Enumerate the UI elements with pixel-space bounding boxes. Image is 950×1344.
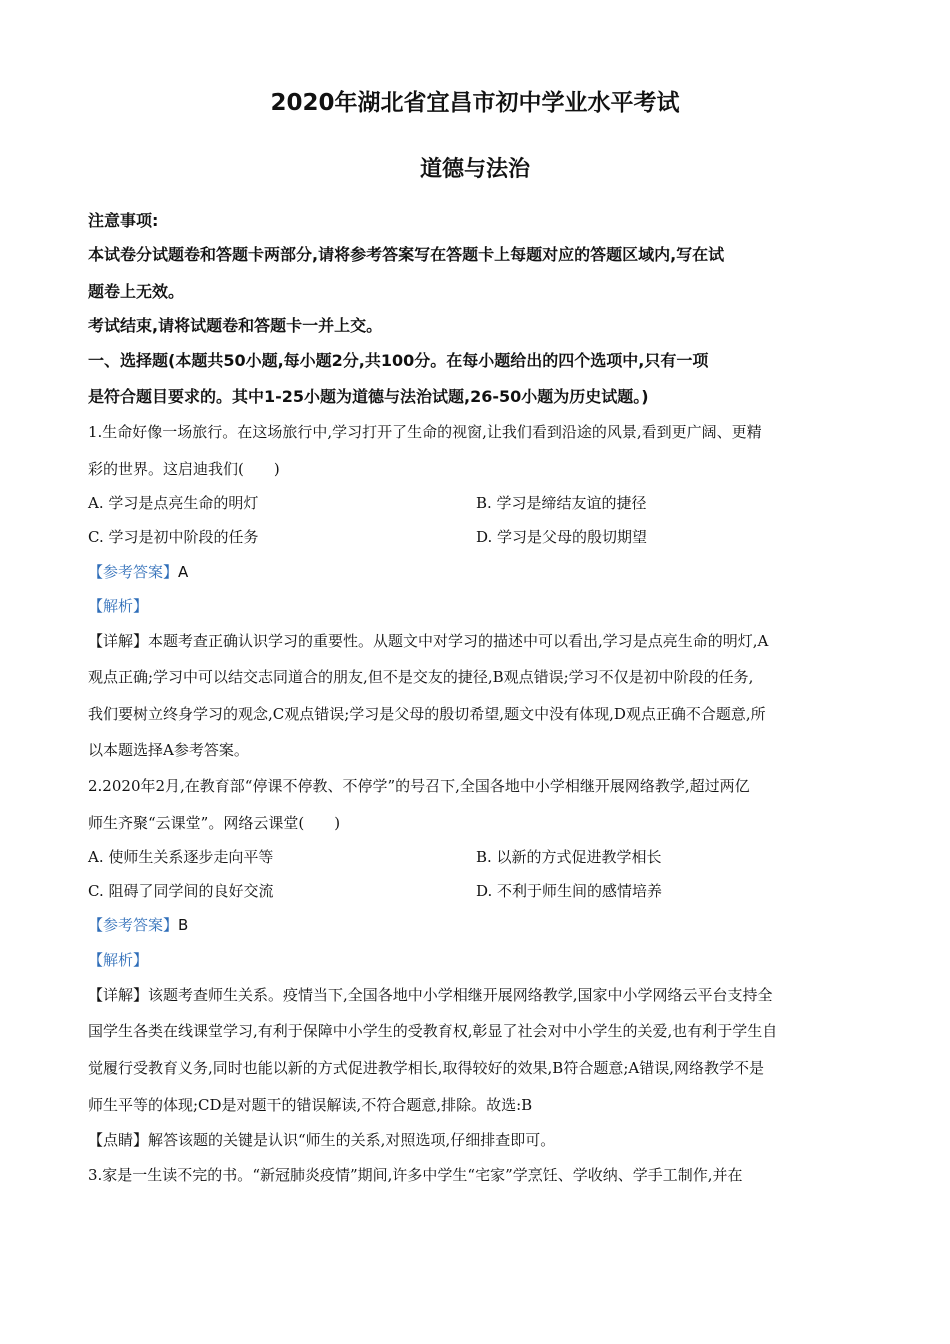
question-2-detail-1: 【详解】该题考查师生关系。疫情当下,全国各地中小学相继开展网络教学,国家中小学网络云平台支持全 — [88, 986, 773, 1004]
question-1-option-c: C. 学习是初中阶段的任务 — [88, 528, 259, 546]
notice-heading: 注意事项: — [88, 211, 159, 230]
notice-line-1a: 本试卷分试题卷和答题卡两部分,请将参考答案写在答题卡上每题对应的答题区域内,写在试 — [88, 245, 725, 264]
question-1-detail-3: 我们要树立终身学习的观念,C观点错误;学习是父母的殷切希望,题文中没有体现,D观点正确不合题意,所 — [88, 705, 766, 723]
question-1-option-b: B. 学习是缔结友谊的捷径 — [476, 494, 647, 512]
notice-line-1b: 题卷上无效。 — [88, 282, 185, 301]
question-1-option-a: A. 学习是点亮生命的明灯 — [88, 494, 259, 512]
question-2-option-b: B. 以新的方式促进教学相长 — [476, 848, 662, 866]
question-2-stem-1: 2.2020年2月,在教育部“停课不停教、不停学”的号召下,全国各地中小学相继开展网络教学,超过两亿 — [88, 777, 750, 795]
question-1-answer — [88, 562, 868, 582]
question-2-option-d: D. 不利于师生间的感情培养 — [476, 882, 663, 900]
question-2-option-c: C. 阻碍了同学间的良好交流 — [88, 882, 274, 900]
question-2-analysis-label: 【解析】 — [88, 951, 149, 969]
subject-title: 道德与法治 — [419, 157, 530, 182]
question-1-analysis-label: 【解析】 — [88, 597, 149, 615]
question-1-option-d: D. 学习是父母的殷切期望 — [476, 528, 648, 546]
section-heading-1: 一、选择题(本题共50小题,每小题2分,共100分。在每小题给出的四个选项中,只有一项 — [88, 351, 709, 370]
question-1-detail-4: 以本题选择A参考答案。 — [88, 741, 249, 759]
answer-label: 【参考答案】 — [88, 916, 179, 934]
section-heading-2: 是符合题目要求的。其中1-25小题为道德与法治试题,26-50小题为历史试题。) — [88, 387, 649, 406]
question-3-stem-1: 3.家是一生读不完的书。“新冠肺炎疫情”期间,许多中学生“宅家”学烹饪、学收纳、学手工制作,并在 — [88, 1166, 743, 1184]
question-1-detail-1: 【详解】本题考查正确认识学习的重要性。从题文中对学习的描述中可以看出,学习是点亮生命的明灯,A — [88, 632, 769, 650]
answer-value: B — [178, 916, 189, 934]
question-2-option-a: A. 使师生关系逐步走向平等 — [88, 848, 274, 866]
question-2-detail-3: 觉履行受教育义务,同时也能以新的方式促进教学相长,取得较好的效果,B符合题意;A错误,网络教学不是 — [88, 1059, 764, 1077]
answer-value: A — [178, 563, 189, 581]
question-2-detail-2: 国学生各类在线课堂学习,有利于保障中小学生的受教育权,彰显了社会对中小学生的关爱,也有利于学生自 — [88, 1022, 778, 1040]
notice-line-2: 考试结束,请将试题卷和答题卡一并上交。 — [88, 316, 383, 335]
answer-label: 【参考答案】 — [88, 563, 179, 581]
question-1-stem-2: 彩的世界。这启迪我们( ) — [88, 460, 280, 478]
question-2-answer — [88, 915, 868, 935]
question-1-detail-2: 观点正确;学习中可以结交志同道合的朋友,但不是交友的捷径,B观点错误;学习不仅是初中阶段的任务, — [88, 668, 754, 686]
question-1-stem-1: 1.生命好像一场旅行。在这场旅行中,学习打开了生命的视窗,让我们看到沿途的风景,看到更广阔、更精 — [88, 423, 762, 441]
question-2-stem-2: 师生齐聚“云课堂”。网络云课堂( ) — [88, 814, 341, 832]
exam-title: 2020年湖北省宜昌市初中学业水平考试 — [270, 90, 680, 116]
question-2-detail-4: 师生平等的体现;CD是对题干的错误解读,不符合题意,排除。故选:B — [88, 1096, 533, 1114]
question-2-point: 【点睛】解答该题的关键是认识“师生的关系,对照选项,仔细排查即可。 — [88, 1131, 556, 1149]
